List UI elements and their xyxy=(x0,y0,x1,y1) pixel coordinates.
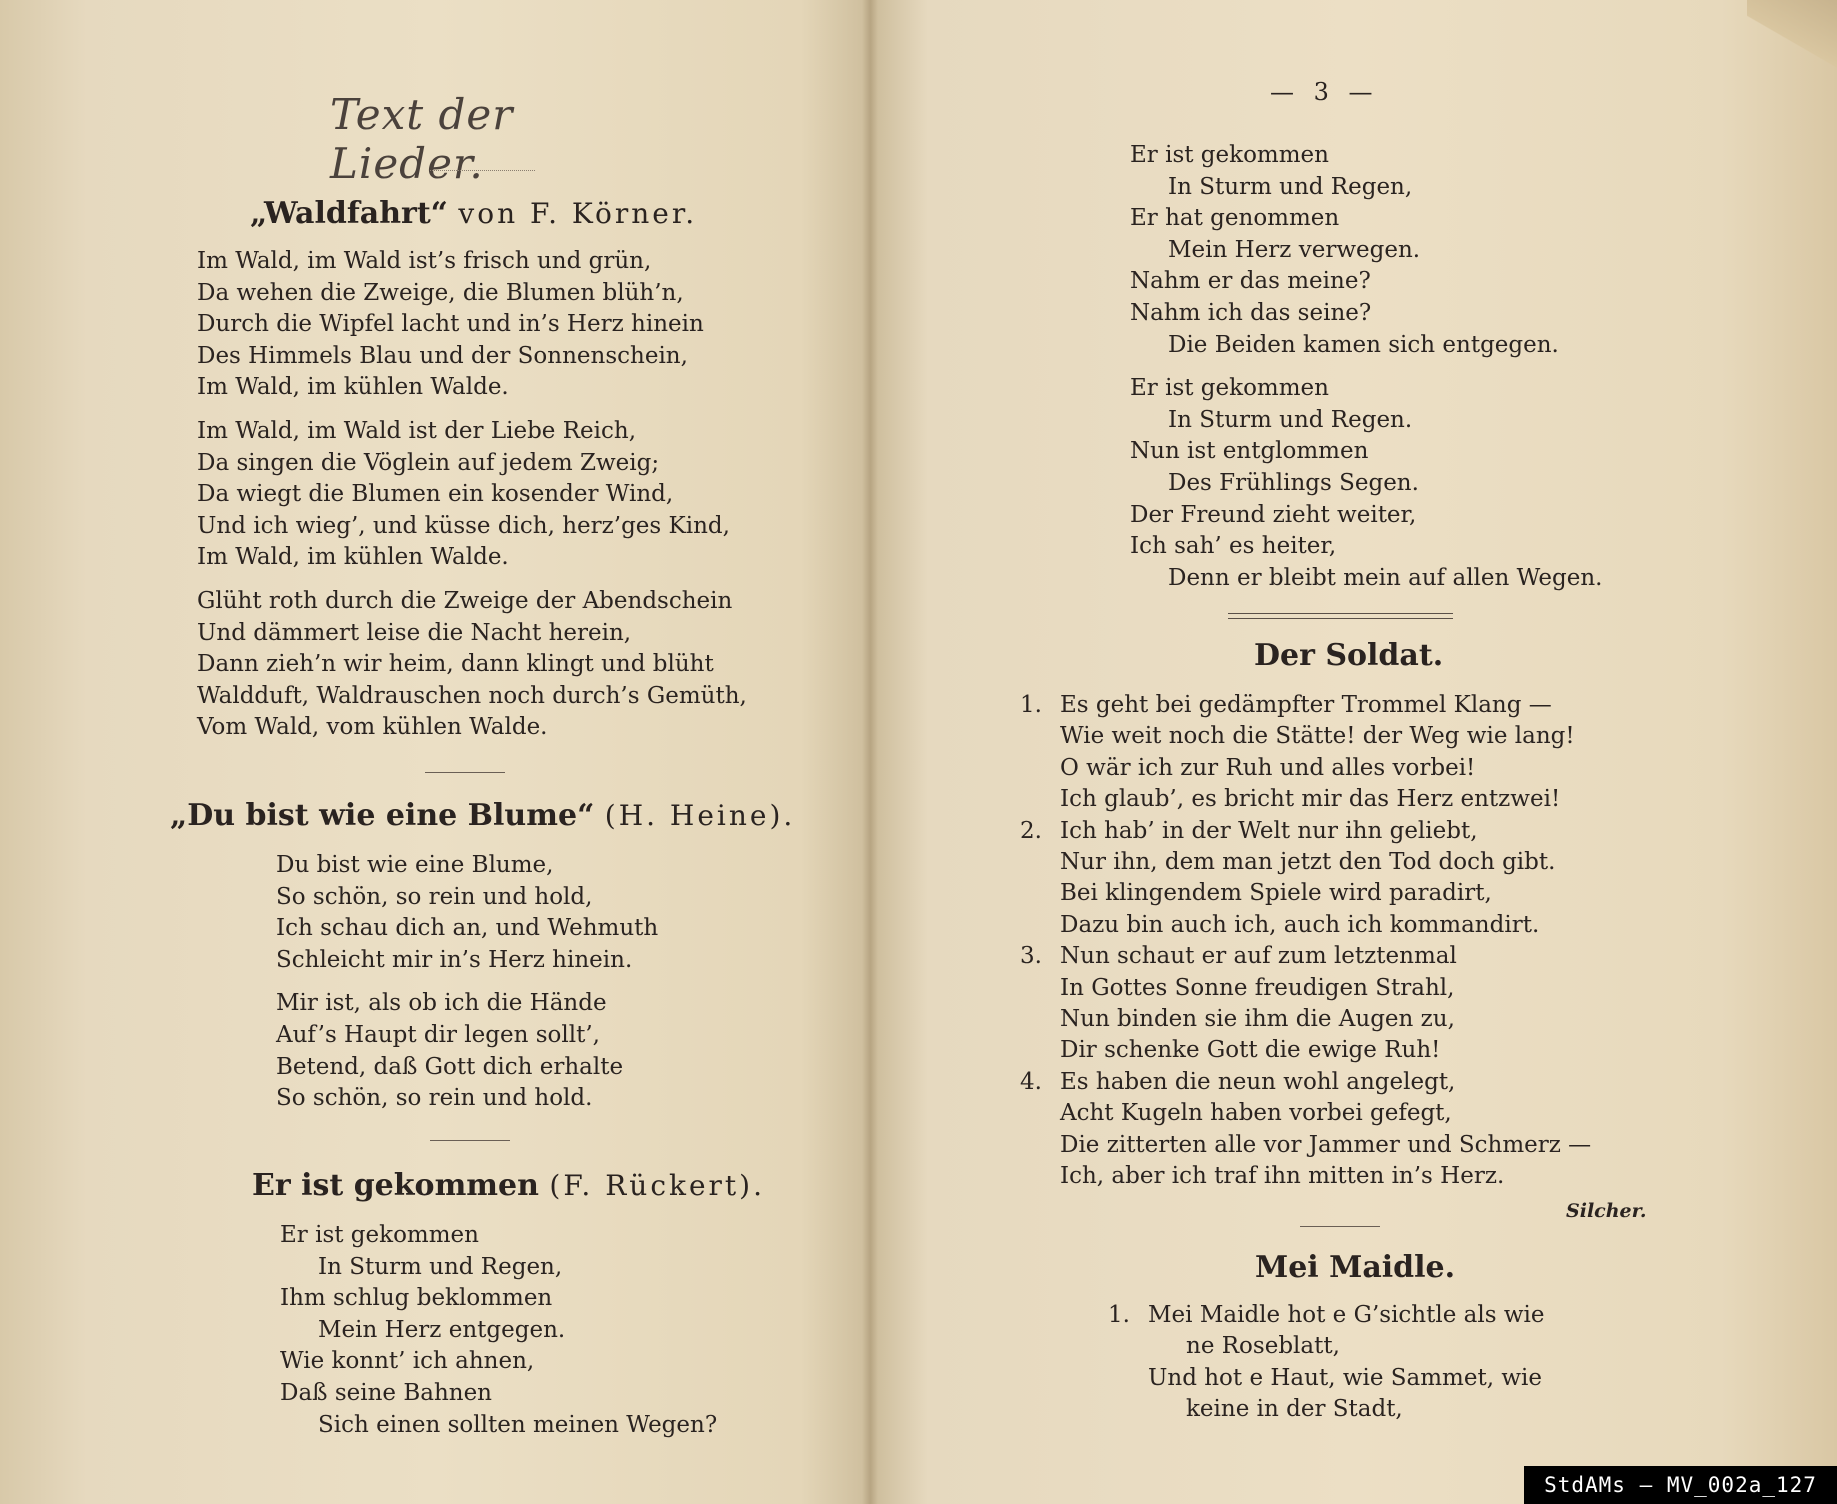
verse-line: Ich schau dich an, und Wehmuth xyxy=(276,915,659,942)
verse-line: Denn er bleibt mein auf allen Wegen. xyxy=(1168,564,1603,591)
verse-line: Wie konnt’ ich ahnen, xyxy=(280,1348,535,1375)
stanza xyxy=(197,586,747,744)
verse-line: Der Freund zieht weiter, xyxy=(1130,501,1417,528)
song-title-text: „Waldfahrt“ xyxy=(250,196,448,231)
verse-line: In Sturm und Regen, xyxy=(318,1253,563,1280)
song-title-der-soldat: Der Soldat. xyxy=(1254,638,1444,673)
song-title-du-bist-wie-eine-blume xyxy=(170,798,795,833)
page-number: — 3 — xyxy=(1270,78,1379,106)
numbered-verse xyxy=(1020,816,1591,942)
heading-divider xyxy=(430,170,535,171)
verse-line: Acht Kugeln haben vorbei gefegt, xyxy=(1060,1100,1452,1127)
verse-line: Mein Herz verwegen. xyxy=(1168,236,1421,263)
verse-line: Er hat genommen xyxy=(1130,205,1340,232)
composer-credit: Silcher. xyxy=(1566,1200,1647,1222)
verse-line: Vom Wald, vom kühlen Walde. xyxy=(197,714,548,741)
verse-line: Ich hab’ in der Welt nur ihn geliebt, xyxy=(1060,817,1478,844)
section-divider xyxy=(1228,613,1453,619)
song-title-er-ist-gekommen xyxy=(252,1168,765,1203)
stanza xyxy=(1130,140,1602,361)
verse-line: Da wiegt die Blumen ein kosender Wind, xyxy=(197,481,674,508)
stanza xyxy=(197,416,747,574)
verse-line: Dir schenke Gott die ewige Ruh! xyxy=(1060,1037,1441,1064)
verse-line: So schön, so rein und hold, xyxy=(276,883,593,910)
song-title-text: „Du bist wie eine Blume“ xyxy=(170,798,595,833)
verse-line: In Gottes Sonne freudigen Strahl, xyxy=(1060,974,1455,1001)
verse-line: Dazu bin auch ich, auch ich kommandirt. xyxy=(1060,911,1540,938)
verse-line: Daß seine Bahnen xyxy=(280,1379,492,1406)
page-heading: Text der Lieder. xyxy=(330,90,514,188)
verse-number: 4. xyxy=(1020,1068,1042,1095)
verse-line: Sich einen sollten meinen Wegen? xyxy=(318,1411,718,1438)
verse-line: Im Wald, im kühlen Walde. xyxy=(197,374,509,401)
verse-line: In Sturm und Regen, xyxy=(1168,173,1413,200)
verse-line: Ihm schlug beklommen xyxy=(280,1285,553,1312)
section-divider xyxy=(1300,1226,1380,1227)
verse-line: Nun binden sie ihm die Augen zu, xyxy=(1060,1006,1455,1033)
verse-line: keine in der Stadt, xyxy=(1186,1396,1403,1423)
numbered-verse xyxy=(1108,1300,1544,1426)
verse-line: Er ist gekommen xyxy=(1130,142,1329,168)
verse-line: Mein Herz entgegen. xyxy=(318,1316,566,1343)
song-du-bist-text xyxy=(276,850,658,1127)
verse-line: Ich, aber ich traf ihn mitten in’s Herz. xyxy=(1060,1163,1505,1190)
numbered-verse xyxy=(1020,1067,1591,1193)
song-er-ist-gekommen-text xyxy=(280,1220,717,1441)
verse-line: Und dämmert leise die Nacht herein, xyxy=(197,619,632,646)
verse-line: Ich sah’ es heiter, xyxy=(1130,533,1337,560)
verse-line: Er ist gekommen xyxy=(280,1222,479,1248)
verse-line: Die zitterten alle vor Jammer und Schmerz — xyxy=(1060,1131,1592,1158)
stanza xyxy=(276,988,658,1114)
verse-line: Es geht bei gedämpfter Trommel Klang — xyxy=(1060,692,1552,718)
verse-line: Nun schaut er auf zum letztenmal xyxy=(1060,943,1457,970)
archive-label: StdAMs – MV_002a_127 xyxy=(1524,1466,1837,1504)
verse-line: Glüht roth durch die Zweige der Abendschein xyxy=(197,587,733,614)
verse-line: Und hot e Haut, wie Sammet, wie xyxy=(1148,1364,1542,1391)
verse-line: Die Beiden kamen sich entgegen. xyxy=(1168,331,1559,358)
stanza xyxy=(1130,373,1602,594)
er-ist-gekommen-continuation xyxy=(1130,140,1602,606)
stanza xyxy=(197,246,747,404)
song-waldfahrt-text xyxy=(197,246,747,756)
verse-line: O wär ich zur Ruh und alles vorbei! xyxy=(1060,754,1476,781)
verse-number: 1. xyxy=(1020,692,1042,718)
verse-line: In Sturm und Regen. xyxy=(1168,406,1413,433)
verse-line: Durch die Wipfel lacht und in’s Herz hinein xyxy=(197,311,704,338)
song-title-mei-maidle: Mei Maidle. xyxy=(1255,1250,1456,1285)
verse-line: Du bist wie eine Blume, xyxy=(276,852,554,878)
song-title-waldfahrt xyxy=(250,196,697,231)
verse-line: Mei Maidle hot e G’sichtle als wie xyxy=(1148,1302,1545,1328)
verse-line: Wie weit noch die Stätte! der Weg wie lang! xyxy=(1060,723,1575,750)
verse-line: Nahm ich das seine? xyxy=(1130,299,1372,326)
song-title-text: Er ist gekommen xyxy=(252,1168,539,1203)
verse-line: ne Roseblatt, xyxy=(1186,1333,1340,1360)
song-divider xyxy=(430,1140,510,1141)
verse-line: Mir ist, als ob ich die Hände xyxy=(276,990,607,1017)
verse-line: Im Wald, im Wald ist der Liebe Reich, xyxy=(197,417,637,444)
stanza xyxy=(276,850,658,976)
verse-line: Er ist gekommen xyxy=(1130,375,1329,402)
song-der-soldat-text xyxy=(1020,690,1591,1193)
song-author: (H. Heine). xyxy=(604,799,796,832)
song-author: von F. Körner. xyxy=(458,197,698,230)
verse-line: Im Wald, im kühlen Walde. xyxy=(197,544,509,571)
verse-number: 1. xyxy=(1108,1302,1130,1328)
verse-line: Dann zieh’n wir heim, dann klingt und blüht xyxy=(197,651,714,678)
song-mei-maidle-text xyxy=(1108,1300,1544,1426)
verse-line: Nahm er das meine? xyxy=(1130,268,1371,295)
verse-line: Des Himmels Blau und der Sonnenschein, xyxy=(197,342,688,369)
verse-line: Im Wald, im Wald ist’s frisch und grün, xyxy=(197,248,652,274)
verse-line: Da singen die Vöglein auf jedem Zweig; xyxy=(197,449,660,476)
verse-line: Auf’s Haupt dir legen sollt’, xyxy=(276,1021,600,1048)
song-author: (F. Rückert). xyxy=(549,1169,765,1202)
verse-line: So schön, so rein und hold. xyxy=(276,1085,593,1112)
numbered-verse xyxy=(1020,941,1591,1067)
verse-line: Des Frühlings Segen. xyxy=(1168,469,1419,496)
verse-line: Bei klingendem Spiele wird paradirt, xyxy=(1060,880,1492,907)
page-fold xyxy=(862,0,878,1504)
song-divider xyxy=(425,772,505,773)
numbered-verse xyxy=(1020,690,1591,816)
verse-line: Da wehen die Zweige, die Blumen blüh’n, xyxy=(197,279,684,306)
verse-line: Nun ist entglommen xyxy=(1130,438,1369,465)
verse-line: Schleicht mir in’s Herz hinein. xyxy=(276,946,633,973)
torn-corner xyxy=(1747,0,1837,70)
verse-line: Und ich wieg’, und küsse dich, herz’ges Kind, xyxy=(197,512,730,539)
verse-line: Waldduft, Waldrauschen noch durch’s Gemüth, xyxy=(197,682,747,709)
verse-line: Nur ihn, dem man jetzt den Tod doch gibt. xyxy=(1060,849,1556,876)
verse-line: Betend, daß Gott dich erhalte xyxy=(276,1053,624,1080)
verse-number: 3. xyxy=(1020,943,1042,970)
verse-number: 2. xyxy=(1020,817,1042,844)
verse-line: Ich glaub’, es bricht mir das Herz entzwei! xyxy=(1060,786,1561,813)
verse-line: Es haben die neun wohl angelegt, xyxy=(1060,1068,1456,1095)
